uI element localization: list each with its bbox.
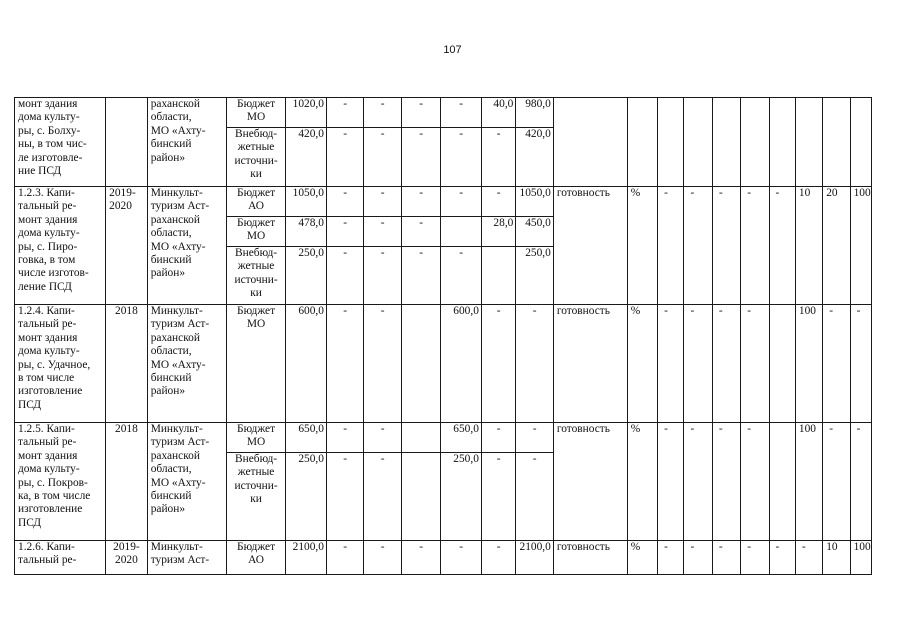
year-amount: - bbox=[364, 187, 401, 217]
target-value bbox=[741, 98, 769, 187]
target-value: - bbox=[741, 187, 769, 305]
target-value: - bbox=[684, 423, 712, 541]
year-amount: - bbox=[326, 217, 363, 247]
total-amount: 1020,0 bbox=[286, 98, 327, 128]
target-value: - bbox=[850, 423, 871, 541]
target-value: 100 bbox=[850, 541, 871, 575]
target-value: - bbox=[712, 423, 740, 541]
target-value: 100 bbox=[795, 423, 822, 541]
target-value: - bbox=[712, 541, 740, 575]
target-value bbox=[769, 423, 795, 541]
year-amount: - bbox=[364, 247, 401, 305]
year-amount: - bbox=[401, 128, 441, 187]
target-value: - bbox=[712, 305, 740, 423]
executor: Минкульт- туризм Аст- bbox=[147, 541, 226, 575]
year-amount: - bbox=[401, 187, 441, 217]
period: 2019- 2020 bbox=[106, 541, 148, 575]
total-amount: 250,0 bbox=[286, 247, 327, 305]
year-amount: - bbox=[364, 128, 401, 187]
target-value: - bbox=[795, 541, 822, 575]
year-amount: - bbox=[364, 98, 401, 128]
table-row bbox=[15, 305, 872, 423]
funding-source: Бюджет МО bbox=[226, 98, 286, 128]
year-amount: - bbox=[326, 247, 363, 305]
year-amount bbox=[401, 423, 441, 453]
year-amount: - bbox=[516, 423, 553, 453]
year-amount: - bbox=[481, 541, 515, 575]
indicator: готовность bbox=[553, 541, 627, 575]
funding-source: Внебюд- жетные источни- ки bbox=[226, 247, 286, 305]
executor: Минкульт- туризм Аст- раханской области, МО «Ахту- бинский район» bbox=[147, 187, 226, 305]
target-value: - bbox=[741, 541, 769, 575]
executor: Минкульт- туризм Аст- раханской области, МО «Ахту- бинский район» bbox=[147, 423, 226, 541]
measure-name: монт здания дома культу- ры, с. Болху- ны, в том чис- ле изготовле- ние ПСД bbox=[15, 98, 106, 187]
target-value bbox=[850, 98, 871, 187]
table-row bbox=[15, 187, 872, 217]
year-amount bbox=[441, 217, 482, 247]
period bbox=[106, 98, 148, 187]
period: 2019- 2020 bbox=[106, 187, 148, 305]
target-value: 100 bbox=[850, 187, 871, 305]
total-amount: 1050,0 bbox=[286, 187, 327, 217]
unit: % bbox=[627, 541, 657, 575]
total-amount: 478,0 bbox=[286, 217, 327, 247]
year-amount: - bbox=[441, 98, 482, 128]
year-amount: - bbox=[401, 247, 441, 305]
year-amount: - bbox=[364, 305, 401, 423]
year-amount: - bbox=[441, 541, 482, 575]
year-amount: 980,0 bbox=[516, 98, 553, 128]
funding-source: Бюджет МО bbox=[226, 305, 286, 423]
target-value: - bbox=[712, 187, 740, 305]
measure-name: 1.2.3. Капи- тальный ре- монт здания дома культу- ры, с. Пиро- говка, в том числе изготов- ление ПСД bbox=[15, 187, 106, 305]
target-value: - bbox=[684, 305, 712, 423]
indicator: готовность bbox=[553, 187, 627, 305]
total-amount: 250,0 bbox=[286, 453, 327, 541]
table-row bbox=[15, 98, 872, 128]
table-row bbox=[15, 423, 872, 453]
target-value: - bbox=[823, 305, 850, 423]
target-value: 10 bbox=[795, 187, 822, 305]
unit bbox=[627, 98, 657, 187]
measure-name: 1.2.4. Капи- тальный ре- монт здания дома культу- ры, с. Удачное, в том числе изготовление ПСД bbox=[15, 305, 106, 423]
year-amount: - bbox=[516, 453, 553, 541]
year-amount: 600,0 bbox=[441, 305, 482, 423]
year-amount: 2100,0 bbox=[516, 541, 553, 575]
target-value: - bbox=[741, 305, 769, 423]
year-amount: - bbox=[481, 128, 515, 187]
year-amount: - bbox=[441, 247, 482, 305]
measure-name: 1.2.5. Капи- тальный ре- монт здания дома культу- ры, с. Покров- ка, в том числе изготовление ПСД bbox=[15, 423, 106, 541]
target-value: - bbox=[658, 187, 684, 305]
year-amount: - bbox=[401, 98, 441, 128]
year-amount: - bbox=[441, 128, 482, 187]
year-amount: 250,0 bbox=[441, 453, 482, 541]
indicator: готовность bbox=[553, 305, 627, 423]
year-amount: - bbox=[326, 98, 363, 128]
year-amount: 28,0 bbox=[481, 217, 515, 247]
year-amount: - bbox=[364, 217, 401, 247]
target-value: - bbox=[850, 305, 871, 423]
year-amount: 420,0 bbox=[516, 128, 553, 187]
year-amount: - bbox=[326, 128, 363, 187]
total-amount: 650,0 bbox=[286, 423, 327, 453]
funding-source: Бюджет АО bbox=[226, 541, 286, 575]
year-amount: - bbox=[364, 541, 401, 575]
year-amount bbox=[401, 453, 441, 541]
year-amount: - bbox=[326, 453, 363, 541]
target-value bbox=[658, 98, 684, 187]
year-amount: - bbox=[326, 305, 363, 423]
target-value: - bbox=[769, 187, 795, 305]
year-amount: - bbox=[516, 305, 553, 423]
target-value: - bbox=[658, 305, 684, 423]
target-value: - bbox=[658, 423, 684, 541]
target-value: 100 bbox=[795, 305, 822, 423]
year-amount: - bbox=[481, 187, 515, 217]
year-amount: - bbox=[441, 187, 482, 217]
page-number: 107 bbox=[443, 44, 462, 56]
indicator: готовность bbox=[553, 423, 627, 541]
year-amount: - bbox=[326, 541, 363, 575]
funding-source: Внебюд- жетные источни- ки bbox=[226, 128, 286, 187]
executor: раханской области, МО «Ахту- бинский район» bbox=[147, 98, 226, 187]
year-amount: - bbox=[481, 423, 515, 453]
period: 2018 bbox=[106, 423, 148, 541]
year-amount: - bbox=[364, 453, 401, 541]
funding-source: Внебюд- жетные источни- ки bbox=[226, 453, 286, 541]
target-value: - bbox=[741, 423, 769, 541]
funding-source: Бюджет МО bbox=[226, 217, 286, 247]
measure-name: 1.2.6. Капи- тальный ре- bbox=[15, 541, 106, 575]
year-amount: 650,0 bbox=[441, 423, 482, 453]
target-value bbox=[769, 305, 795, 423]
program-table bbox=[14, 97, 872, 575]
target-value bbox=[823, 98, 850, 187]
target-value bbox=[795, 98, 822, 187]
year-amount: 450,0 bbox=[516, 217, 553, 247]
total-amount: 2100,0 bbox=[286, 541, 327, 575]
target-value: - bbox=[684, 187, 712, 305]
target-value: - bbox=[658, 541, 684, 575]
table-row bbox=[15, 541, 872, 575]
unit: % bbox=[627, 305, 657, 423]
target-value: - bbox=[684, 541, 712, 575]
total-amount: 600,0 bbox=[286, 305, 327, 423]
year-amount: - bbox=[401, 217, 441, 247]
total-amount: 420,0 bbox=[286, 128, 327, 187]
year-amount: - bbox=[326, 423, 363, 453]
funding-source: Бюджет АО bbox=[226, 187, 286, 217]
executor: Минкульт- туризм Аст- раханской области, МО «Ахту- бинский район» bbox=[147, 305, 226, 423]
year-amount: - bbox=[481, 453, 515, 541]
unit: % bbox=[627, 423, 657, 541]
unit: % bbox=[627, 187, 657, 305]
year-amount: - bbox=[364, 423, 401, 453]
year-amount: - bbox=[401, 541, 441, 575]
funding-source: Бюджет МО bbox=[226, 423, 286, 453]
year-amount: 40,0 bbox=[481, 98, 515, 128]
target-value: 10 bbox=[823, 541, 850, 575]
year-amount bbox=[481, 247, 515, 305]
year-amount: 250,0 bbox=[516, 247, 553, 305]
year-amount: - bbox=[326, 187, 363, 217]
year-amount bbox=[401, 305, 441, 423]
target-value bbox=[712, 98, 740, 187]
target-value: 20 bbox=[823, 187, 850, 305]
target-value: - bbox=[769, 541, 795, 575]
year-amount: 1050,0 bbox=[516, 187, 553, 217]
target-value: - bbox=[823, 423, 850, 541]
target-value bbox=[684, 98, 712, 187]
indicator bbox=[553, 98, 627, 187]
target-value bbox=[769, 98, 795, 187]
period: 2018 bbox=[106, 305, 148, 423]
year-amount: - bbox=[481, 305, 515, 423]
